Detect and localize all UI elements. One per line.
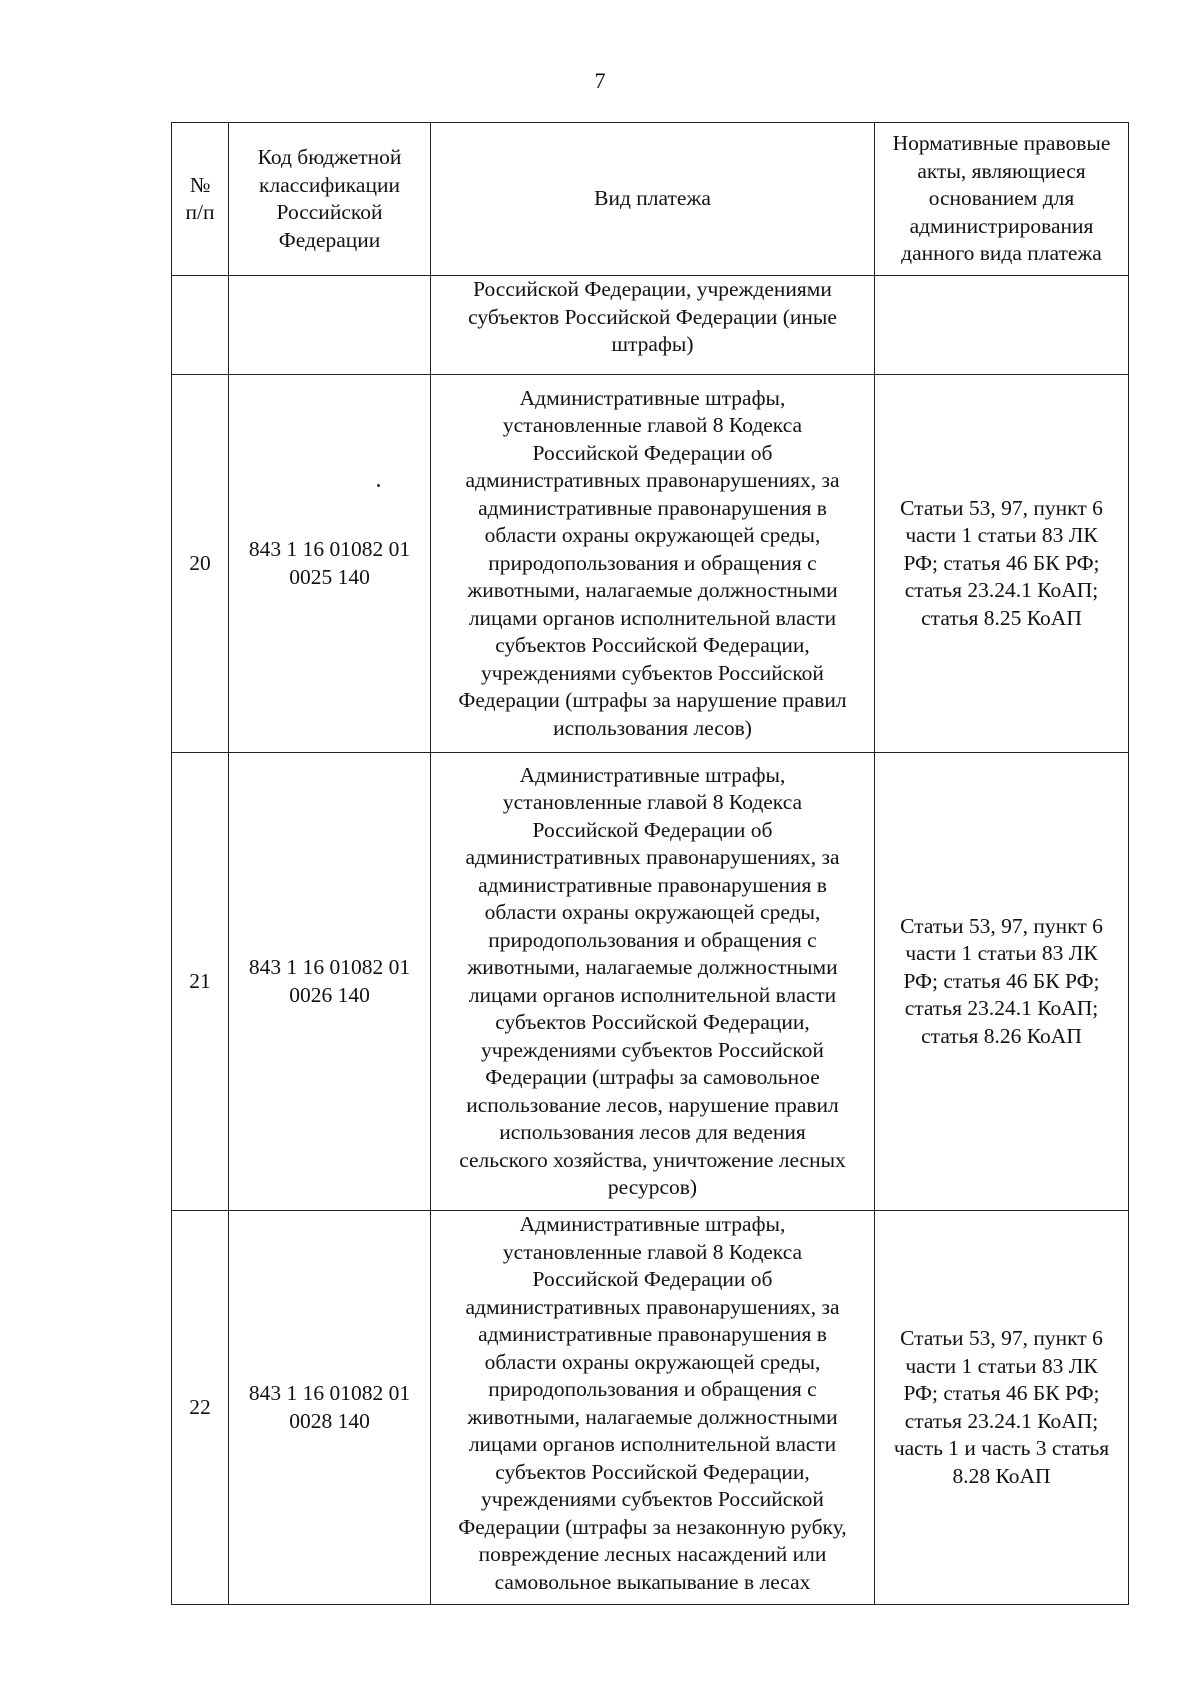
cell-num: 22 bbox=[172, 1211, 229, 1605]
cell-acts-text: Статьи 53, 97, пункт 6 части 1 статьи 83 ЛК РФ; статья 46 БК РФ; статья 23.24.1 КоАП; статья 8.26 КоАП bbox=[900, 913, 1103, 1048]
cell-kind bbox=[431, 753, 875, 1211]
cell-kind-text: Российской Федерации, учреждениями субъектов Российской Федерации (иные штрафы) bbox=[468, 277, 837, 356]
header-num-text: № п/п bbox=[185, 172, 215, 224]
header-code-text: Код бюджетной классификации Российской Федерации bbox=[257, 145, 402, 252]
cell-acts-text: Статьи 53, 97, пункт 6 части 1 статьи 83 ЛК РФ; статья 46 БК РФ; статья 23.24.1 КоАП; часть 1 и часть 3 статья 8.28 КоАП bbox=[893, 1326, 1110, 1488]
cell-num: 21 bbox=[172, 753, 229, 1211]
cell-code bbox=[229, 753, 431, 1211]
cell-code-text: 843 1 16 01082 01 0025 140 bbox=[248, 537, 411, 589]
cell-code bbox=[229, 1211, 431, 1605]
budget-classification-table bbox=[171, 122, 1129, 1605]
table-row bbox=[172, 1211, 1129, 1605]
table-header-row bbox=[172, 123, 1129, 276]
cell-kind-text: Административные штрафы, установленные главой 8 Кодекса Российской Федерации об административных правонарушениях, за административные правонарушения в области охраны окружающей среды, природопользования и обращения с животными, налагаемые должностными лицами органов исполнительной власти субъектов Российской Федерации, учреждениями субъектов Российской Федерации (штрафы за нарушение правил использования лесов) bbox=[458, 385, 847, 740]
cell-acts bbox=[875, 375, 1129, 753]
cell-acts bbox=[875, 753, 1129, 1211]
cell-kind bbox=[431, 1211, 875, 1605]
cell-kind bbox=[431, 276, 875, 375]
header-acts-text: Нормативные правовые акты, являющиеся основанием для администрирования данного вида платежа bbox=[892, 131, 1111, 266]
cell-num bbox=[172, 276, 229, 375]
cell-code bbox=[229, 276, 431, 375]
cell-code bbox=[229, 375, 431, 753]
cell-kind-text: Административные штрафы, установленные главой 8 Кодекса Российской Федерации об административных правонарушениях, за административные правонарушения в области охраны окружающей среды, природопользования и обращения с животными, налагаемые должностными лицами органов исполнительной власти субъектов Российской Федерации, учреждениями субъектов Российской Федерации (штрафы за самовольное использование лесов, нарушение правил использования лесов для ведения сельского хозяйства, уничтожение лесных ресурсов) bbox=[459, 762, 846, 1199]
header-code bbox=[229, 123, 431, 276]
cell-acts bbox=[875, 1211, 1129, 1605]
page-number: 7 bbox=[594, 68, 606, 93]
table-row-continuation bbox=[172, 276, 1129, 375]
table-row bbox=[172, 375, 1129, 753]
header-num bbox=[172, 123, 229, 276]
cell-kind bbox=[431, 375, 875, 753]
cell-code-text: 843 1 16 01082 01 0026 140 bbox=[248, 955, 411, 1007]
header-kind: Вид платежа bbox=[431, 123, 875, 276]
cell-acts bbox=[875, 276, 1129, 375]
cell-num: 20 bbox=[172, 375, 229, 753]
cell-kind-text: Административные штрафы, установленные главой 8 Кодекса Российской Федерации об административных правонарушениях, за административные правонарушения в области охраны окружающей среды, природопользования и обращения с животными, налагаемые должностными лицами органов исполнительной власти субъектов Российской Федерации, учреждениями субъектов Российской Федерации (штрафы за незаконную рубку, повреждение лесных насаждений или самовольное выкапывание в лесах bbox=[458, 1212, 847, 1594]
header-acts bbox=[875, 123, 1129, 276]
cell-code-text: 843 1 16 01082 01 0028 140 bbox=[248, 1381, 411, 1433]
table-row bbox=[172, 753, 1129, 1211]
cell-acts-text: Статьи 53, 97, пункт 6 части 1 статьи 83 ЛК РФ; статья 46 БК РФ; статья 23.24.1 КоАП; статья 8.25 КоАП bbox=[900, 495, 1103, 630]
